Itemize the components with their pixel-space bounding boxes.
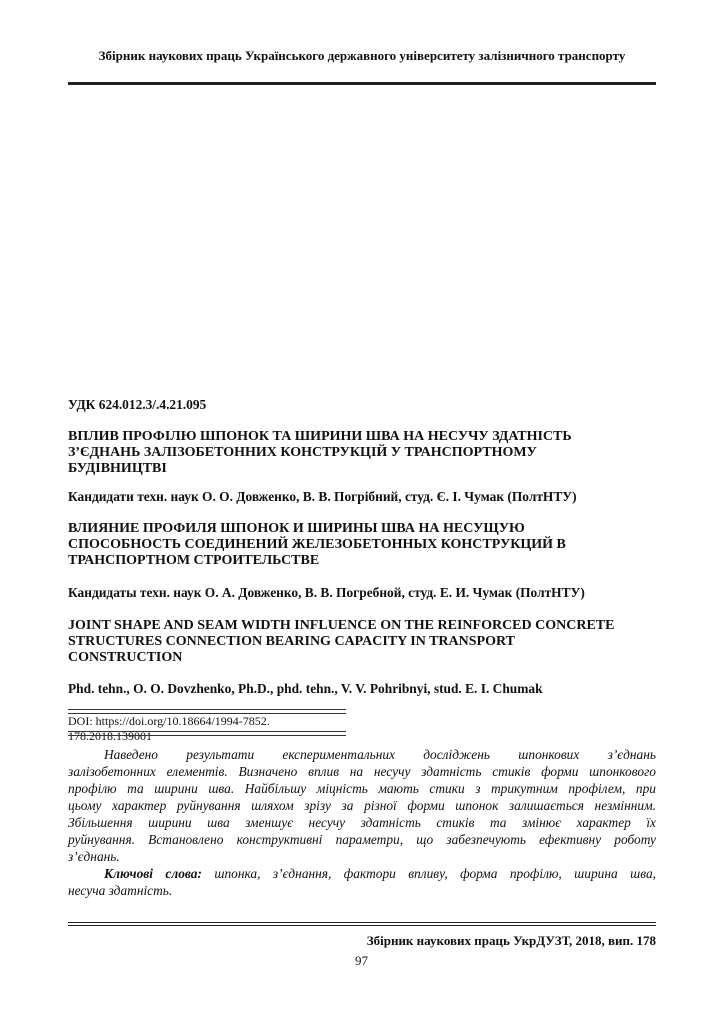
abstract-line: залізобетонних елементів. Визначено вплив на несучу здатність стиків форми шпонкового — [68, 764, 656, 779]
authors-en: Phd. tehn., O. O. Dovzhenko, Ph.D., phd. tehn., V. V. Pohribnyi, stud. E. I. Chumak — [68, 681, 543, 696]
authors-ru: Кандидаты техн. наук О. А. Довженко, В. В. Погребной, студ. Е. И. Чумак (ПолтНТУ) — [68, 585, 585, 600]
keywords-line — [68, 865, 656, 882]
abstract-line: руйнування. Встановлено конструктивні параметри, що забезпечують ефективну роботу — [68, 832, 656, 847]
title-line: CONSTRUCTION — [68, 650, 183, 665]
abstract-line: цьому характер руйнування шляхом зрізу за різної форми шпонок залишається незмінним. — [68, 798, 656, 813]
doi-bottom-rule — [68, 731, 346, 736]
title-line: З’ЄДНАНЬ ЗАЛІЗОБЕТОННИХ КОНСТРУКЦІЙ У ТРАНСПОРТНОМУ — [68, 445, 537, 460]
authors-uk: Кандидати техн. наук О. О. Довженко, В. В. Погрібний, студ. Є. І. Чумак (ПолтНТУ) — [68, 489, 577, 504]
title-uk — [68, 429, 656, 477]
abstract-line: профілю та ширини шва. Найбільшу міцність мають стики з трикутним профілем, при — [68, 781, 656, 796]
abstract-line: Наведено результати експериментальних досліджень шпонкових з’єднань — [104, 747, 656, 762]
title-line: СПОСОБНОСТЬ СОЕДИНЕНИЙ ЖЕЛЕЗОБЕТОННЫХ КОНСТРУКЦИЙ В — [68, 537, 566, 552]
title-line: JOINT SHAPE AND SEAM WIDTH INFLUENCE ON THE REINFORCED CONCRETE — [68, 618, 615, 633]
title-line: БУДІВНИЦТВІ — [68, 461, 167, 476]
abstract-line: з’єднань. — [68, 849, 120, 864]
running-header: Збірник наукових праць Українського державного університету залізничного транспорту — [98, 48, 626, 63]
title-line: ВЛИЯНИЕ ПРОФИЛЯ ШПОНОК И ШИРИНЫ ШВА НА НЕСУЩУЮ — [68, 521, 525, 536]
footer-rule — [68, 922, 656, 928]
title-line: ТРАНСПОРТНОМ СТРОИТЕЛЬСТВЕ — [68, 553, 320, 568]
abstract-line: Збільшення ширини шва зменшує несучу здатність стиків та змінює характер їх — [68, 815, 656, 830]
header-rule — [68, 82, 656, 85]
title-ru — [68, 521, 656, 569]
title-line: STRUCTURES CONNECTION BEARING CAPACITY IN TRANSPORT — [68, 634, 515, 649]
title-en — [68, 618, 656, 666]
keywords-label: Ключові слова: — [104, 866, 202, 881]
udk: УДК 624.012.3/.4.21.095 — [68, 397, 207, 412]
keywords: шпонка, з’єднання, фактори впливу, форма профілю, ширина шва, — [201, 866, 656, 881]
page-number: 97 — [355, 953, 368, 968]
keywords-line: несуча здатність. — [68, 883, 173, 898]
journal-footer: Збірник наукових праць УкрДУЗТ, 2018, вип. 178 — [366, 933, 656, 948]
doi-link[interactable]: DOI: https://doi.org/10.18664/1994-7852. 178.2018.139001 — [68, 714, 270, 743]
title-line: ВПЛИВ ПРОФІЛЮ ШПОНОК ТА ШИРИНИ ШВА НА НЕСУЧУ ЗДАТНІСТЬ — [68, 429, 572, 444]
abstract — [68, 746, 656, 899]
